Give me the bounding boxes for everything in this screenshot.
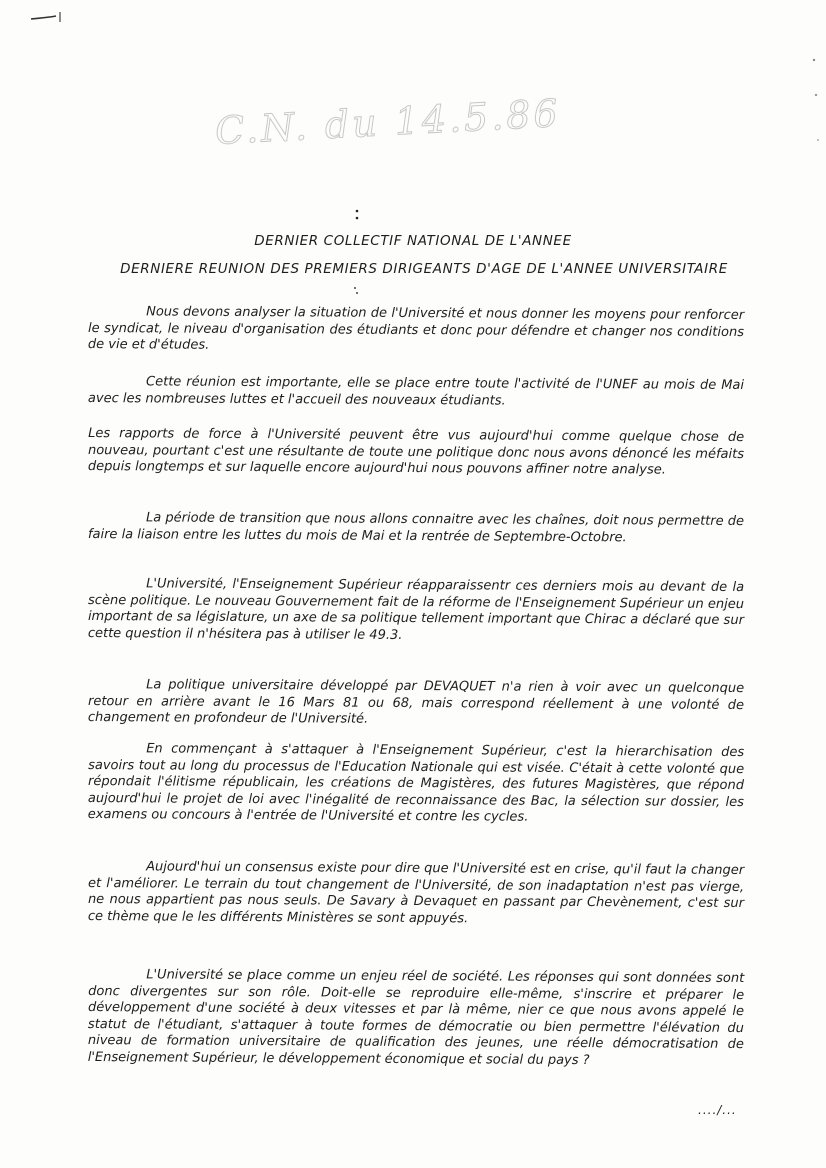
paragraph: La période de transition que nous allons connaitre avec les chaînes, doit nous permettre de faire la liaison entre les luttes du mois de Mai et la rentrée de Septembre-Octobre. (87, 510, 745, 545)
paragraph: La politique universitaire développé par DEVAQUET n'a rien à voir avec un quelconque retour en arrière avant le 16 Mars 81 ou 68, mais correspond réellement à une volonté de changement en profondeur de l'Université. (87, 677, 745, 727)
title-block (60, 232, 766, 288)
document-subtitle: DERNIERE REUNION DES PREMIERS DIRIGEANTS D'AGE DE L'ANNEE UNIVERSITAIRE (120, 261, 728, 277)
paragraph: L'Université se place comme un enjeu réel de société. Les réponses qui sont données sont donc divergentes sur son rôle. Doit-elle se reproduire elle-même, s'inscrire et préparer le développement d'une société à deux vitesses et par là même, nier ce que nous avons appelé le statut de l'étudiant, s'attaquer à toute formes de démocratie ou bien permettre l'élévation du niveau de formation universitaire de qualification des jeunes, une réelle démocratisation de l'Enseignement Supérieur, le développement économique et social du pays ? (87, 967, 745, 1068)
continuation-mark: ..../... (698, 1103, 737, 1117)
paragraph: Aujourd'hui un consensus existe pour dire que l'Université est en crise, qu'il faut la changer et l'améliorer. Le terrain du tout changement de l'Université, de son inadaptation n'est pas vierge, ne nous appartient pas nous seuls. De Savary à Devaquet en passant par Chevènement, c'est sur ce thème que le les différents Ministères se sont appuyés. (87, 859, 745, 926)
document-title: DERNIER COLLECTIF NATIONAL DE L'ANNEE (254, 233, 572, 249)
pen-mark (30, 10, 64, 24)
paragraph: En commençant à s'attaquer à l'Enseignement Supérieur, c'est la hierarchisation des savoirs tout au long du processus de l'Education Nationale qui est visée. C'était à cette volonté que répondait l'élitisme républicain, les créations de Magistères, des futures Magistères, que répond aujourd'hui le projet de loi avec l'inégalité de reconnaissance des Bac, la sélection sur dossier, les examens ou concours à l'entrée de l'Université et contre les cycles. (87, 741, 745, 825)
paragraph: Nous devons analyser la situation de l'Université et nous donner les moyens pour renforcer le syndicat, le niveau d'organisation des étudiants et donc pour défendre et changer nos conditions de vie et d'études. (87, 304, 745, 353)
handwritten-note: C.N. du 14.5.86 (214, 90, 562, 154)
paragraph: Les rapports de force à l'Université peuvent être vus aujourd'hui comme quelque chose de nouveau, pourtant c'est une résultante de toute une politique donc nous avons dénoncé les méfaits depuis longtemps et sur laquelle encore aujourd'hui nous pouvons affiner notre analyse. (87, 425, 745, 478)
paragraph: L'Université, l'Enseignement Supérieur réapparaissentr ces derniers mois au devant de la scène politique. Le nouveau Gouvernement fait de la réforme de l'Enseignement Supérieur un enjeu important de sa législature, un axe de sa politique tellement important que Chirac a déclaré que sur cette question il n'hésitera pas à utiliser le 49.3. (87, 576, 745, 643)
paragraph: Cette réunion est importante, elle se place entre toute l'activité de l'UNEF au mois de Mai avec les nombreuses luttes et l'accueil des nouveaux étudiants. (87, 374, 745, 409)
